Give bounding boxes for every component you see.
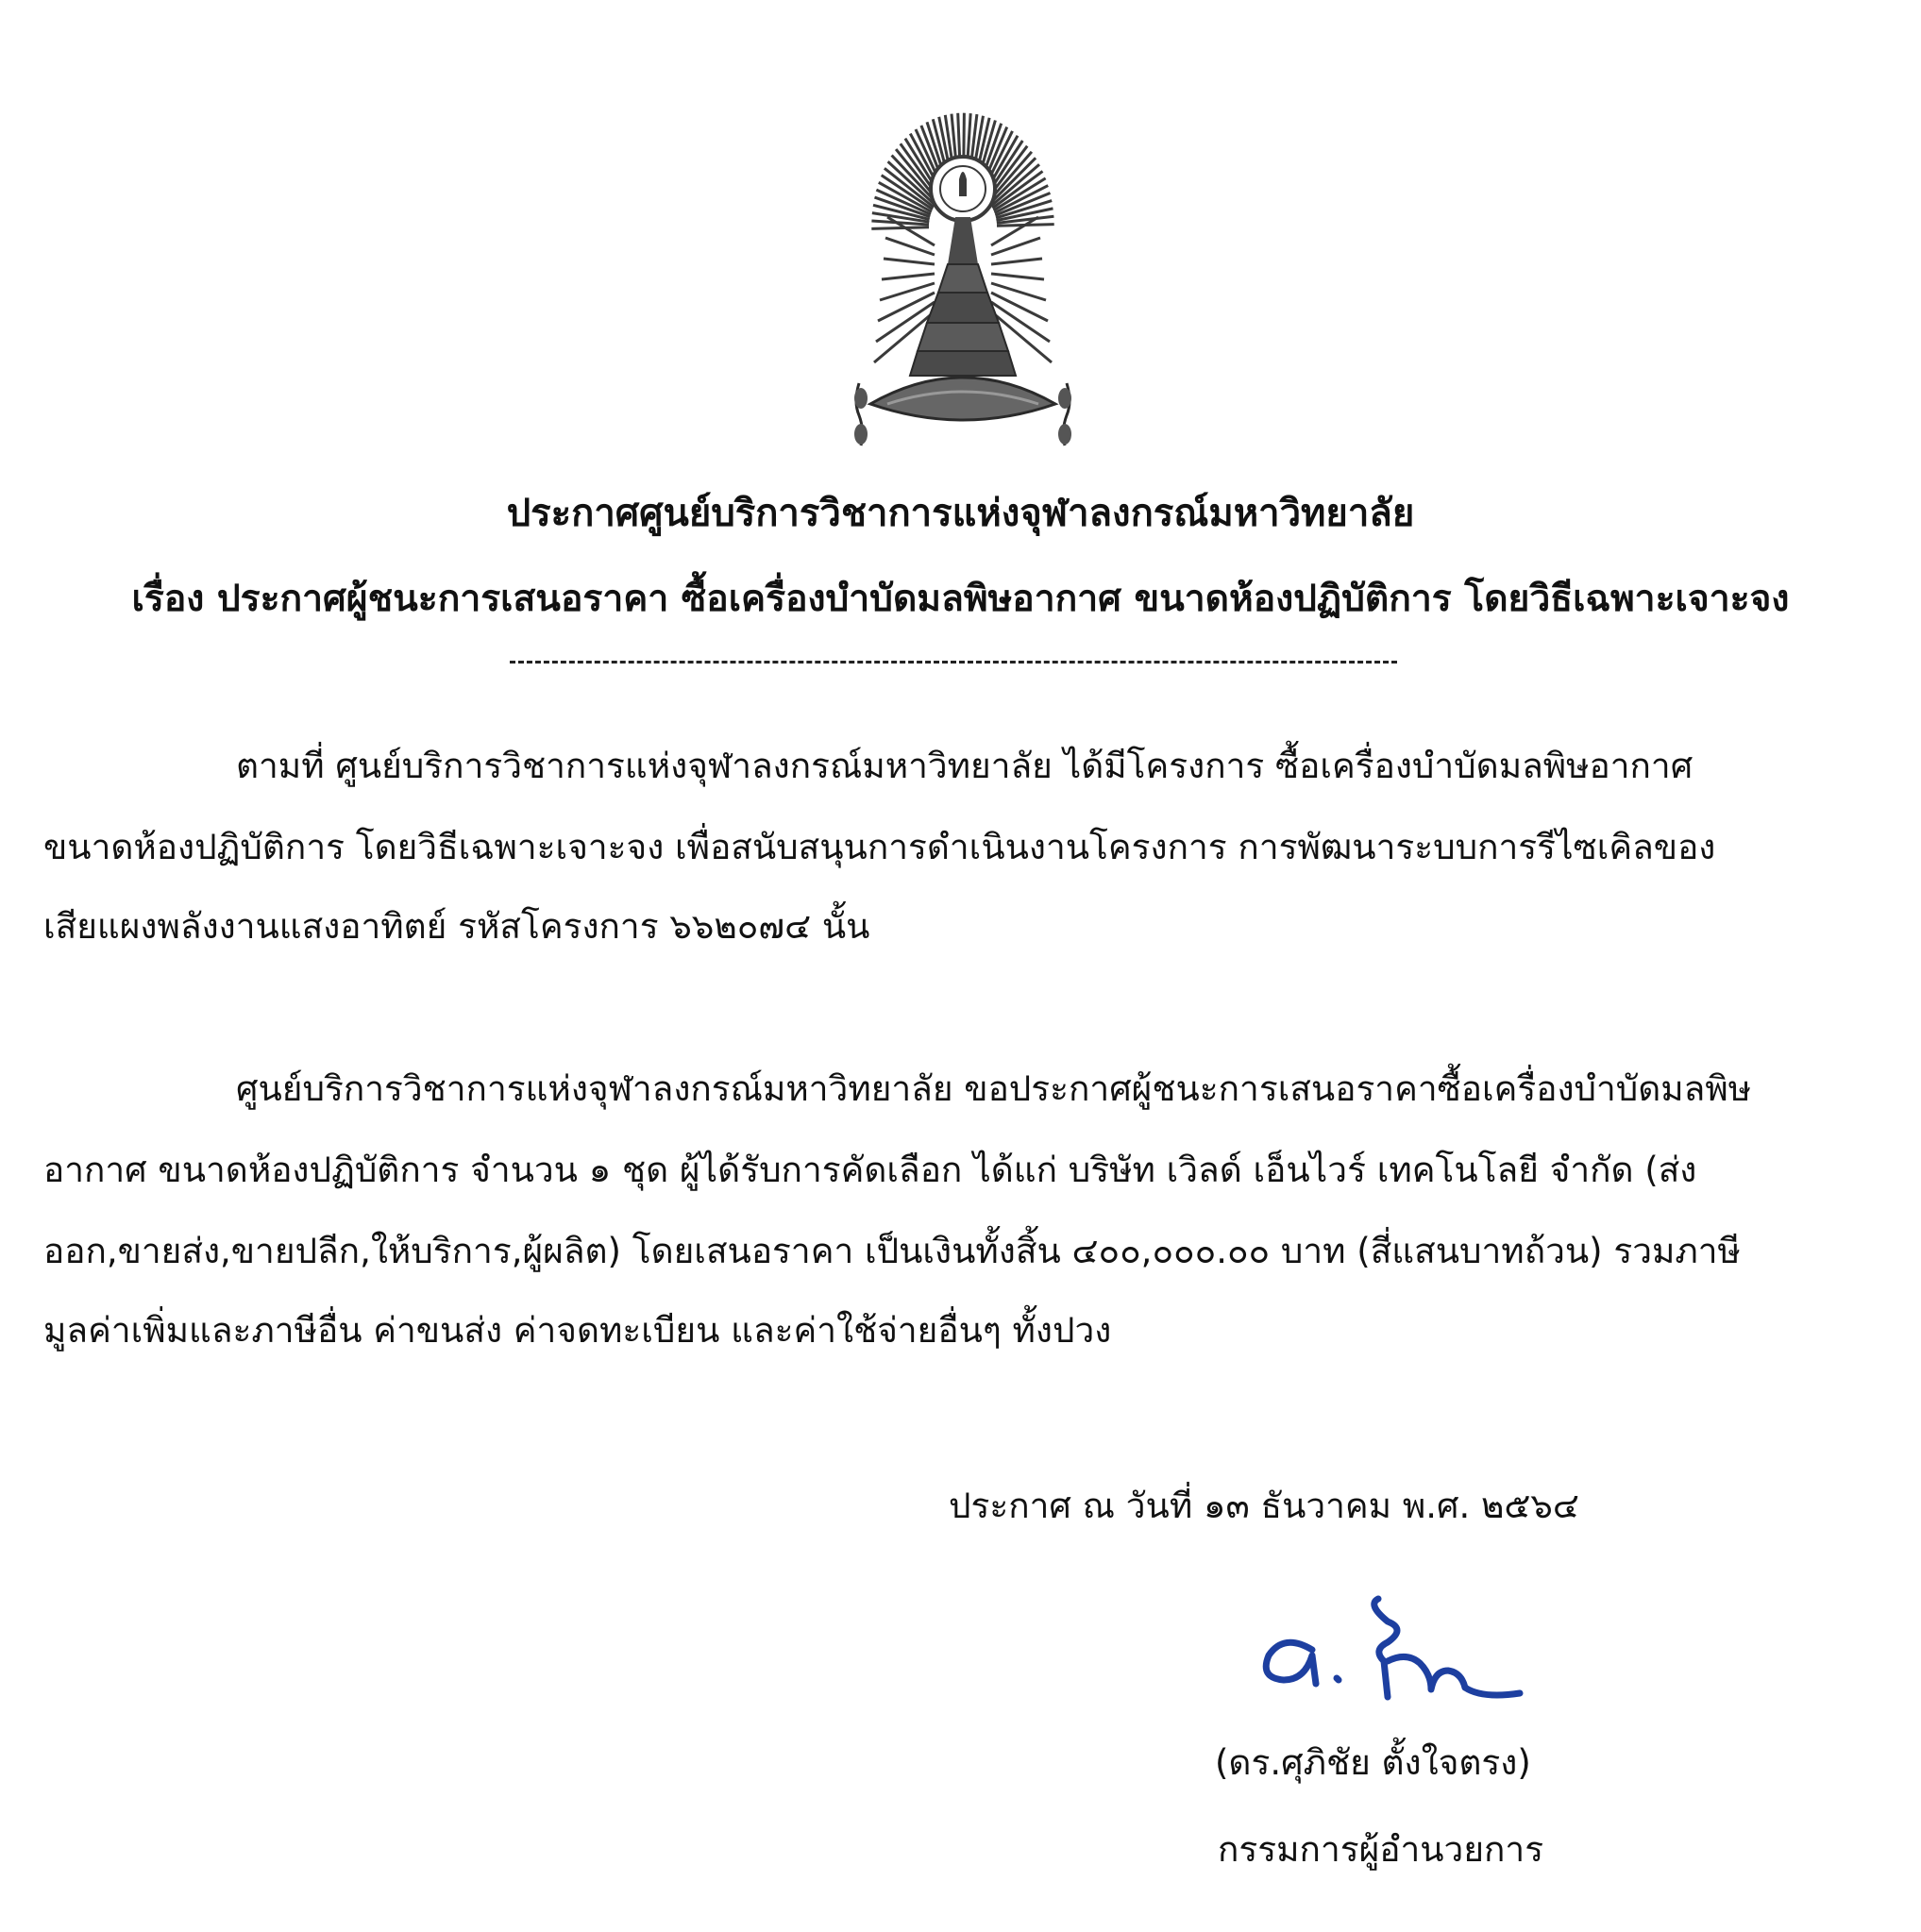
paragraph-line: ตามที่ ศูนย์บริการวิชาการแห่งจุฬาลงกรณ์มหาวิทยาลัย ได้มีโครงการ ซื้อเครื่องบำบัดมลพิษอากาศ bbox=[236, 746, 1694, 786]
paragraph-line: ออก,ขายส่ง,ขายปลีก,ให้บริการ,ผู้ผลิต) โดยเสนอราคา เป็นเงินทั้งสิ้น ๔๐๐,๐๐๐.๐๐ บาท (สี่แสนบาทถ้วน) รวมภาษี bbox=[43, 1231, 1741, 1271]
paragraph-line: ขนาดห้องปฏิบัติการ โดยวิธีเฉพาะเจาะจง เพื่อสนับสนุนการดำเนินงานโครงการ การพัฒนาระบบการรีไซเคิลของ bbox=[43, 827, 1716, 867]
phra-kiao-emblem-icon bbox=[850, 104, 1076, 462]
paragraph-line: อากาศ ขนาดห้องปฏิบัติการ จำนวน ๑ ชุด ผู้ได้รับการคัดเลือก ได้แก่ บริษัท เวิลด์ เอ็นไวร์ เทคโนโลยี จำกัด (ส่ง bbox=[43, 1150, 1697, 1190]
announce-date: ประกาศ ณ วันที่ ๑๓ ธันวาคม พ.ศ. ๒๕๖๔ bbox=[949, 1486, 1579, 1526]
paragraph-line: เสียแผงพลังงานแสงอาทิตย์ รหัสโครงการ ๖๖๒๐๗๔ นั้น bbox=[43, 906, 870, 947]
announcement-title: ประกาศศูนย์บริการวิชาการแห่งจุฬาลงกรณ์มหาวิทยาลัย bbox=[506, 492, 1415, 535]
title-divider bbox=[510, 661, 1397, 664]
paragraph-line: มูลค่าเพิ่มและภาษีอื่น ค่าขนส่ง ค่าจดทะเบียน และค่าใช้จ่ายอื่นๆ ทั้งปวง bbox=[43, 1310, 1112, 1351]
announcement-subject: เรื่อง ประกาศผู้ชนะการเสนอราคา ซื้อเครื่องบำบัดมลพิษอากาศ ขนาดห้องปฏิบัติการ โดยวิธีเฉพาะเจาะจง bbox=[131, 578, 1790, 620]
signature-mark bbox=[1246, 1595, 1548, 1718]
paragraph-line: ศูนย์บริการวิชาการแห่งจุฬาลงกรณ์มหาวิทยาลัย ขอประกาศผู้ชนะการเสนอราคาซื้อเครื่องบำบัดมลพิษ bbox=[236, 1068, 1752, 1109]
signer-name: (ดร.ศุภิชัย ตั้งใจตรง) bbox=[1215, 1742, 1531, 1783]
signer-position: กรรมการผู้อำนวยการ bbox=[1218, 1829, 1544, 1870]
